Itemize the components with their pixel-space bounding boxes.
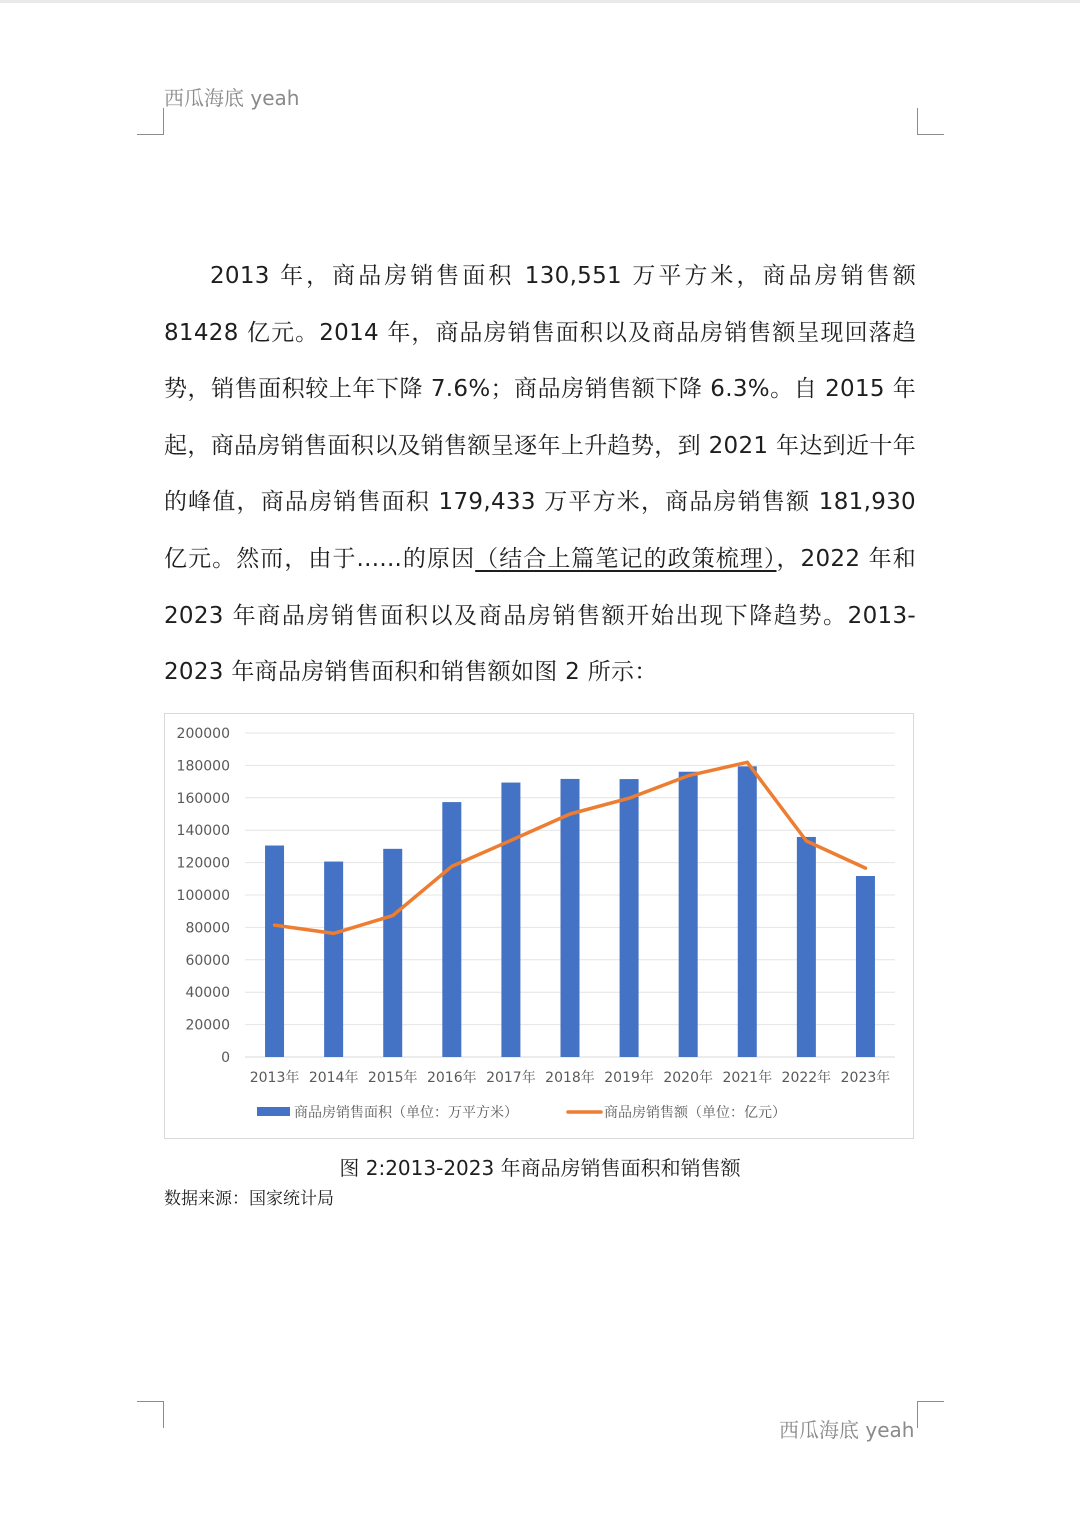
x-tick-label: 2016年 xyxy=(426,1070,477,1086)
y-tick-label: 120000 xyxy=(176,855,230,872)
combo-chart xyxy=(165,714,915,1140)
x-tick-label: 2020年 xyxy=(663,1070,714,1086)
body-paragraph xyxy=(164,248,916,701)
figure-caption: 图 2:2013-2023 年商品房销售面积和销售额 xyxy=(339,1156,741,1180)
chart-container xyxy=(164,713,914,1139)
y-tick-label: 180000 xyxy=(176,758,230,775)
y-tick-label: 200000 xyxy=(176,726,230,742)
y-tick-label: 100000 xyxy=(176,888,230,904)
crop-mark-bottom-right xyxy=(917,1401,944,1428)
x-tick-label: 2013年 xyxy=(249,1070,300,1086)
paragraph-part-2: ，2022 年和 2023 年商品房销售面积以及商品房销售额开始出现下降趋势。2013-2023 年商品房销售面积和销售额如图 2 所示： xyxy=(164,545,917,686)
bar-mark xyxy=(856,876,875,1057)
crop-mark-bottom-left xyxy=(137,1401,164,1428)
line-point xyxy=(450,865,453,868)
x-tick-label: 2014年 xyxy=(308,1070,359,1086)
bar-mark xyxy=(797,837,816,1057)
line-point xyxy=(332,932,335,935)
line-point xyxy=(628,797,631,800)
x-tick-label: 2022年 xyxy=(781,1070,832,1086)
y-tick-label: 80000 xyxy=(185,920,230,937)
bar-mark xyxy=(561,779,580,1057)
bar-mark xyxy=(501,783,520,1057)
legend-label-sales-amount: 商品房销售额（单位：亿元） xyxy=(604,1105,786,1121)
line-point xyxy=(687,774,690,777)
crop-mark-top-right xyxy=(917,108,944,135)
line-point xyxy=(746,761,749,764)
line-point xyxy=(273,924,276,927)
x-tick-label: 2019年 xyxy=(604,1070,654,1086)
bar-mark xyxy=(679,772,698,1057)
x-tick-label: 2021年 xyxy=(722,1070,773,1086)
y-tick-label: 60000 xyxy=(185,952,230,969)
line-point xyxy=(509,839,512,842)
y-tick-label: 20000 xyxy=(185,1017,230,1034)
bar-mark xyxy=(265,846,284,1057)
header-watermark: 西瓜海底 yeah xyxy=(164,86,300,110)
line-point xyxy=(391,914,394,917)
crop-mark-top-left xyxy=(137,108,164,135)
footer-watermark: 西瓜海底 yeah xyxy=(779,1418,915,1442)
policy-reference-link[interactable]: （结合上篇笔记的政策梳理） xyxy=(475,545,777,572)
y-tick-label: 40000 xyxy=(185,985,230,1002)
bar-mark xyxy=(383,849,402,1057)
bar-mark xyxy=(442,802,461,1057)
bar-mark xyxy=(738,766,757,1057)
x-tick-label: 2015年 xyxy=(367,1070,418,1086)
x-tick-label: 2023年 xyxy=(840,1070,891,1086)
x-tick-label: 2017年 xyxy=(486,1070,536,1086)
line-point xyxy=(864,867,867,870)
line-point xyxy=(569,813,572,816)
x-tick-label: 2018年 xyxy=(545,1070,595,1086)
legend-swatch-bar xyxy=(257,1107,290,1116)
top-border-line xyxy=(0,0,1080,3)
data-source: 数据来源：国家统计局 xyxy=(164,1189,334,1209)
line-point xyxy=(805,840,808,843)
legend-label-sales-area: 商品房销售面积（单位：万平方米） xyxy=(294,1105,518,1121)
y-tick-label: 140000 xyxy=(176,823,230,840)
y-tick-label: 160000 xyxy=(176,790,230,807)
bar-mark xyxy=(324,862,343,1057)
y-tick-label: 0 xyxy=(221,1050,230,1066)
bar-mark xyxy=(620,779,639,1057)
paragraph-part-1: 2013 年，商品房销售面积 130,551 万平方米，商品房销售额 81428 亿元。2014 年，商品房销售面积以及商品房销售额呈现回落趋势，销售面积较上年下降 7.6%；商品房销售额下降 6.3%。自 2015 年起，商品房销售面积以及销售额呈逐年上升趋势，到 2021 年达到近十年的峰值，商品房销售面积 179,433 万平方米，商品房销售额 181,930 亿元。然而，由于......的原因 xyxy=(164,263,916,572)
